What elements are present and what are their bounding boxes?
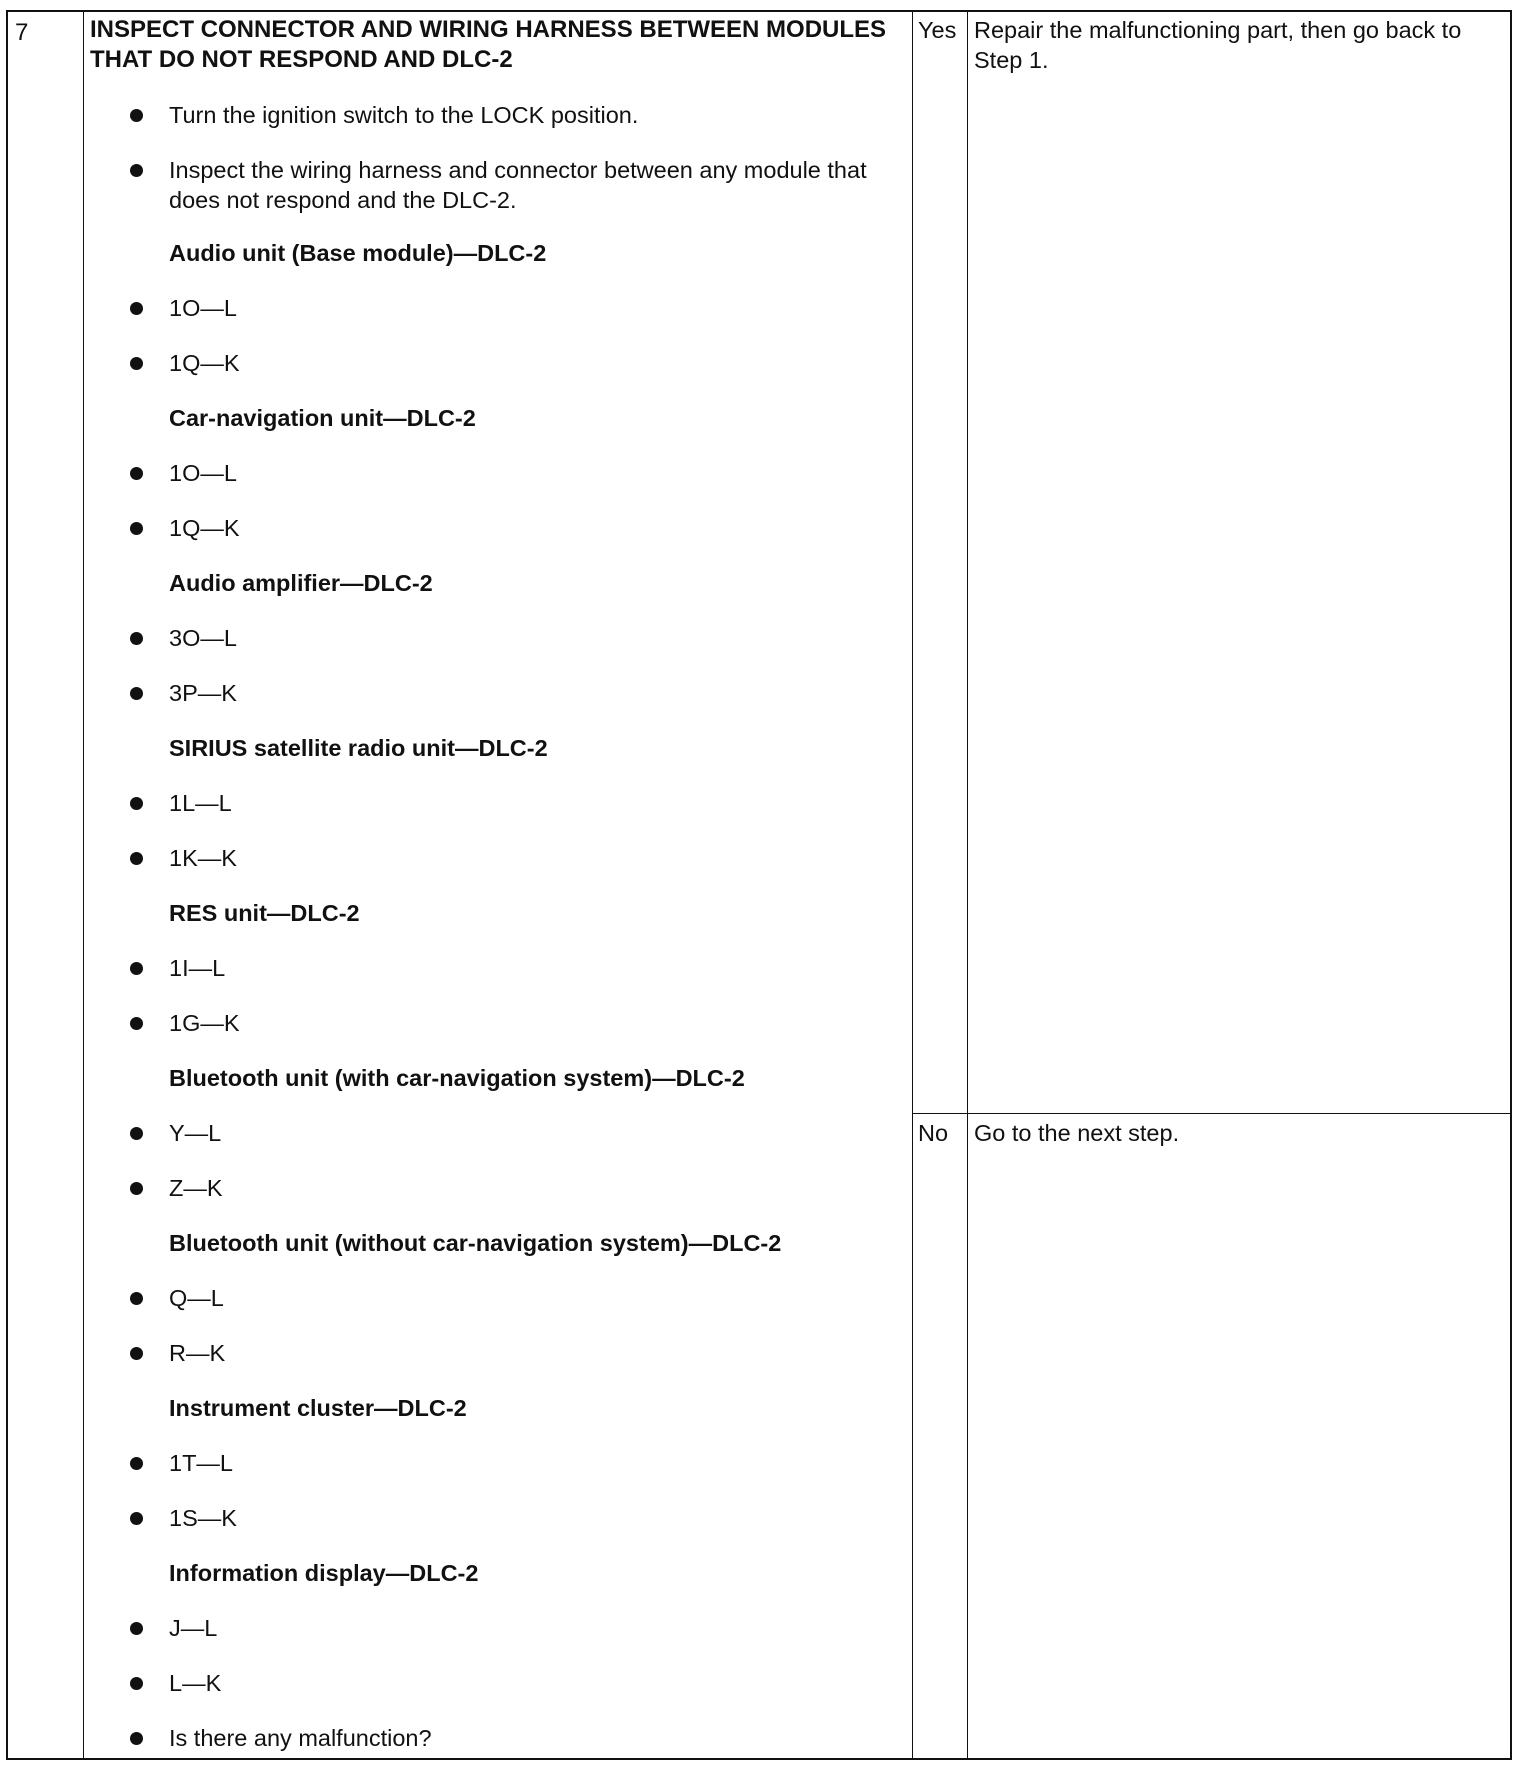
terminal-pair: 1T—L bbox=[169, 1450, 233, 1476]
bullet-icon bbox=[130, 687, 143, 700]
column-divider bbox=[83, 12, 84, 1758]
bullet-icon bbox=[130, 357, 143, 370]
terminal-pair: 3O—L bbox=[169, 625, 237, 651]
module-heading: Information display—DLC-2 bbox=[169, 1560, 479, 1586]
bullet-icon bbox=[130, 109, 143, 122]
no-action: Go to the next step. bbox=[974, 1120, 1180, 1146]
terminal-pair: L—K bbox=[169, 1670, 222, 1696]
yes-label: Yes bbox=[918, 17, 957, 43]
module-heading: RES unit—DLC-2 bbox=[169, 900, 360, 926]
question-text: Is there any malfunction? bbox=[169, 1725, 432, 1751]
terminal-pair: 1K—K bbox=[169, 845, 237, 871]
bullet-icon bbox=[130, 1347, 143, 1360]
bullet-icon bbox=[130, 1182, 143, 1195]
terminal-pair: Y—L bbox=[169, 1120, 222, 1146]
step-number: 7 bbox=[15, 19, 29, 46]
no-label: No bbox=[918, 1120, 949, 1146]
terminal-pair: 3P—K bbox=[169, 680, 237, 706]
column-divider bbox=[912, 12, 913, 1758]
bullet-icon bbox=[130, 632, 143, 645]
module-heading: SIRIUS satellite radio unit—DLC-2 bbox=[169, 735, 548, 761]
yes-no-divider bbox=[912, 1113, 1510, 1114]
instruction-text: Inspect the wiring harness and connector between any module that does not respond and the DLC-2. bbox=[169, 157, 867, 213]
module-heading: Audio amplifier—DLC-2 bbox=[169, 570, 433, 596]
yes-action: Repair the malfunctioning part, then go back to Step 1. bbox=[974, 17, 1462, 73]
bullet-icon bbox=[130, 1677, 143, 1690]
terminal-pair: 1S—K bbox=[169, 1505, 237, 1531]
module-heading: Instrument cluster—DLC-2 bbox=[169, 1395, 467, 1421]
terminal-pair: 1O—L bbox=[169, 460, 237, 486]
terminal-pair: R—K bbox=[169, 1340, 226, 1366]
instruction-text: Turn the ignition switch to the LOCK position. bbox=[169, 102, 639, 128]
step-title: INSPECT CONNECTOR AND WIRING HARNESS BETWEEN MODULES THAT DO NOT RESPOND AND DLC-2 bbox=[90, 16, 887, 73]
module-heading: Car-navigation unit—DLC-2 bbox=[169, 405, 476, 431]
bullet-icon bbox=[130, 1127, 143, 1140]
module-heading: Bluetooth unit (with car-navigation system)—DLC-2 bbox=[169, 1065, 745, 1091]
diagnostic-step-table bbox=[6, 10, 1512, 1760]
bullet-icon bbox=[130, 302, 143, 315]
bullet-icon bbox=[130, 1292, 143, 1305]
bullet-icon bbox=[130, 1622, 143, 1635]
terminal-pair: J—L bbox=[169, 1615, 218, 1641]
bullet-icon bbox=[130, 164, 143, 177]
bullet-icon bbox=[130, 1512, 143, 1525]
column-divider bbox=[967, 12, 968, 1758]
terminal-pair: 1G—K bbox=[169, 1010, 240, 1036]
terminal-pair: 1L—L bbox=[169, 790, 232, 816]
terminal-pair: 1Q—K bbox=[169, 350, 240, 376]
terminal-pair: 1Q—K bbox=[169, 515, 240, 541]
terminal-pair: Z—K bbox=[169, 1175, 223, 1201]
bullet-icon bbox=[130, 522, 143, 535]
bullet-icon bbox=[130, 962, 143, 975]
bullet-icon bbox=[130, 852, 143, 865]
bullet-icon bbox=[130, 1457, 143, 1470]
module-heading: Bluetooth unit (without car-navigation system)—DLC-2 bbox=[169, 1230, 782, 1256]
terminal-pair: 1I—L bbox=[169, 955, 226, 981]
bullet-icon bbox=[130, 797, 143, 810]
bullet-icon bbox=[130, 1732, 143, 1745]
terminal-pair: 1O—L bbox=[169, 295, 237, 321]
module-heading: Audio unit (Base module)—DLC-2 bbox=[169, 240, 547, 266]
terminal-pair: Q—L bbox=[169, 1285, 224, 1311]
bullet-icon bbox=[130, 467, 143, 480]
bullet-icon bbox=[130, 1017, 143, 1030]
